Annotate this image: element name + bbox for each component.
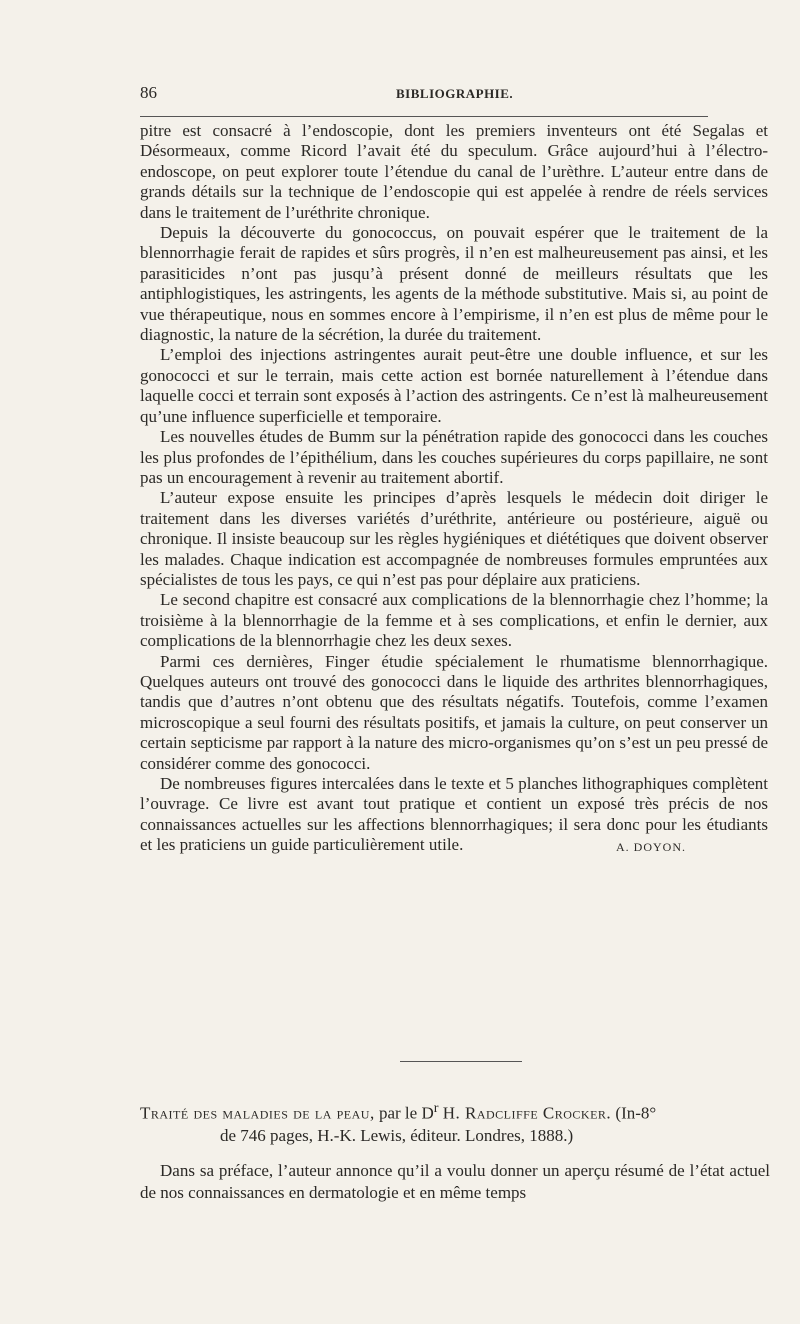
section-separator [400, 1061, 522, 1062]
paragraph: Dans sa préface, l’auteur annonce qu’il a voulu donner un aperçu résumé de l’état actuel de nos connaissances en dermatologie et en même temps [140, 1161, 770, 1202]
review-opening [140, 1160, 770, 1204]
header-rule [140, 116, 708, 117]
paragraph: L’auteur expose ensuite les principes d’après lesquels le médecin doit diriger le traitement dans les diverses variétés d’uréthrite, antérieure ou postérieure, aiguë ou chronique. Il insiste beaucoup sur les règles hygiéniques et diététiques que doivent observer les malades. Chaque indication est accompagnée de nombreuses formules empruntées aux spécialistes de tous les pays, ce qui n’est pas pour déplaire aux praticiens. [140, 488, 768, 589]
book-format: (In-8° [615, 1103, 657, 1123]
review-body [140, 121, 768, 857]
paragraph: Depuis la découverte du gonococcus, on pouvait espérer que le traitement de la blennorrhagie ferait de rapides et sûrs progrès, il n’en est malheureusement pas ainsi, et les parasiticides n’ont pas jusqu’à présent donné de meilleurs résultats que les antiphlogistiques, les astringents, les agents de la méthode substitutive. Mais si, au point de vue thérapeutique, nous en sommes encore à l’empirisme, il n’en est plus de même pour le diagnostic, la nature de la sécrétion, la durée du traitement. [140, 223, 768, 345]
book-author: H. Radcliffe Crocker. [442, 1103, 612, 1123]
book-citation [140, 1097, 770, 1147]
paragraph: L’emploi des injections astringentes aurait peut-être une double influence, et sur les gonococci et sur le terrain, mais cette action est bornée naturellement à l’étendue dans laquelle cocci et terrain sont exposés à l’action des astringents. Ce n’est là malheureusement qu’une influence superficielle et temporaire. [140, 345, 768, 426]
book-publication-details: de 746 pages, H.-K. Lewis, éditeur. Londres, 1888.) [220, 1125, 574, 1145]
author-prefix-sup: r [433, 1100, 439, 1116]
author-signature: A. DOYON. [616, 839, 686, 854]
author-prefix: par le D [378, 1103, 434, 1123]
page-number: 86 [140, 83, 157, 102]
paragraph: Parmi ces dernières, Finger étudie spécialement le rhumatisme blennorrhagique. Quelques auteurs ont trouvé des gonococci dans le liquide des arthrites blennorrhagiques, tandis que d’autres n’ont obtenu que des résultats négatifs. Toutefois, comme l’examen microscopique a seul fourni des résultats positifs, et jamais la culture, on peut conserver un certain septicisme par rapport à la nature des micro-organismes qu’on s’est un peu pressé de considérer comme des gonococci. [140, 651, 768, 773]
page-header [140, 83, 708, 107]
running-title: BIBLIOGRAPHIE. [396, 86, 514, 101]
paragraph: Les nouvelles études de Bumm sur la pénétration rapide des gonococci dans les couches les plus profondes de l’épithélium, dans les couches supérieures du corps papillaire, ne sont pas un encouragement à revenir au traitement abortif. [140, 427, 768, 487]
paragraph: Le second chapitre est consacré aux complications de la blennorrhagie chez l’homme; la troisième à la blennorrhagie de la femme et à ses complications, et enfin le dernier, aux complications de la blennorrhagie chez les deux sexes. [140, 590, 768, 651]
paragraph: pitre est consacré à l’endoscopie, dont les premiers inventeurs ont été Segalas et Désormeaux, comme Ricord l’avait été du speculum. Grâce aujourd’hui à l’électro-endoscope, on peut explorer toute l’étendue du canal de l’urèthre. L’auteur entre dans de grands détails sur la technique de l’endoscopie qui est appelée à rendre de réels services dans le traitement de l’uréthrite chronique. [140, 121, 768, 222]
book-title: Traité des maladies de la peau, [140, 1103, 375, 1123]
paragraph: De nombreuses figures intercalées dans le texte et 5 planches lithographiques complètent l’ouvrage. Ce livre est avant tout pratique et contient un exposé très précis de nos connaissances actuelles sur les affections blennorrhagiques; il sera donc pour les étudiants et les praticiens un guide particulièrement utile. [140, 774, 768, 855]
